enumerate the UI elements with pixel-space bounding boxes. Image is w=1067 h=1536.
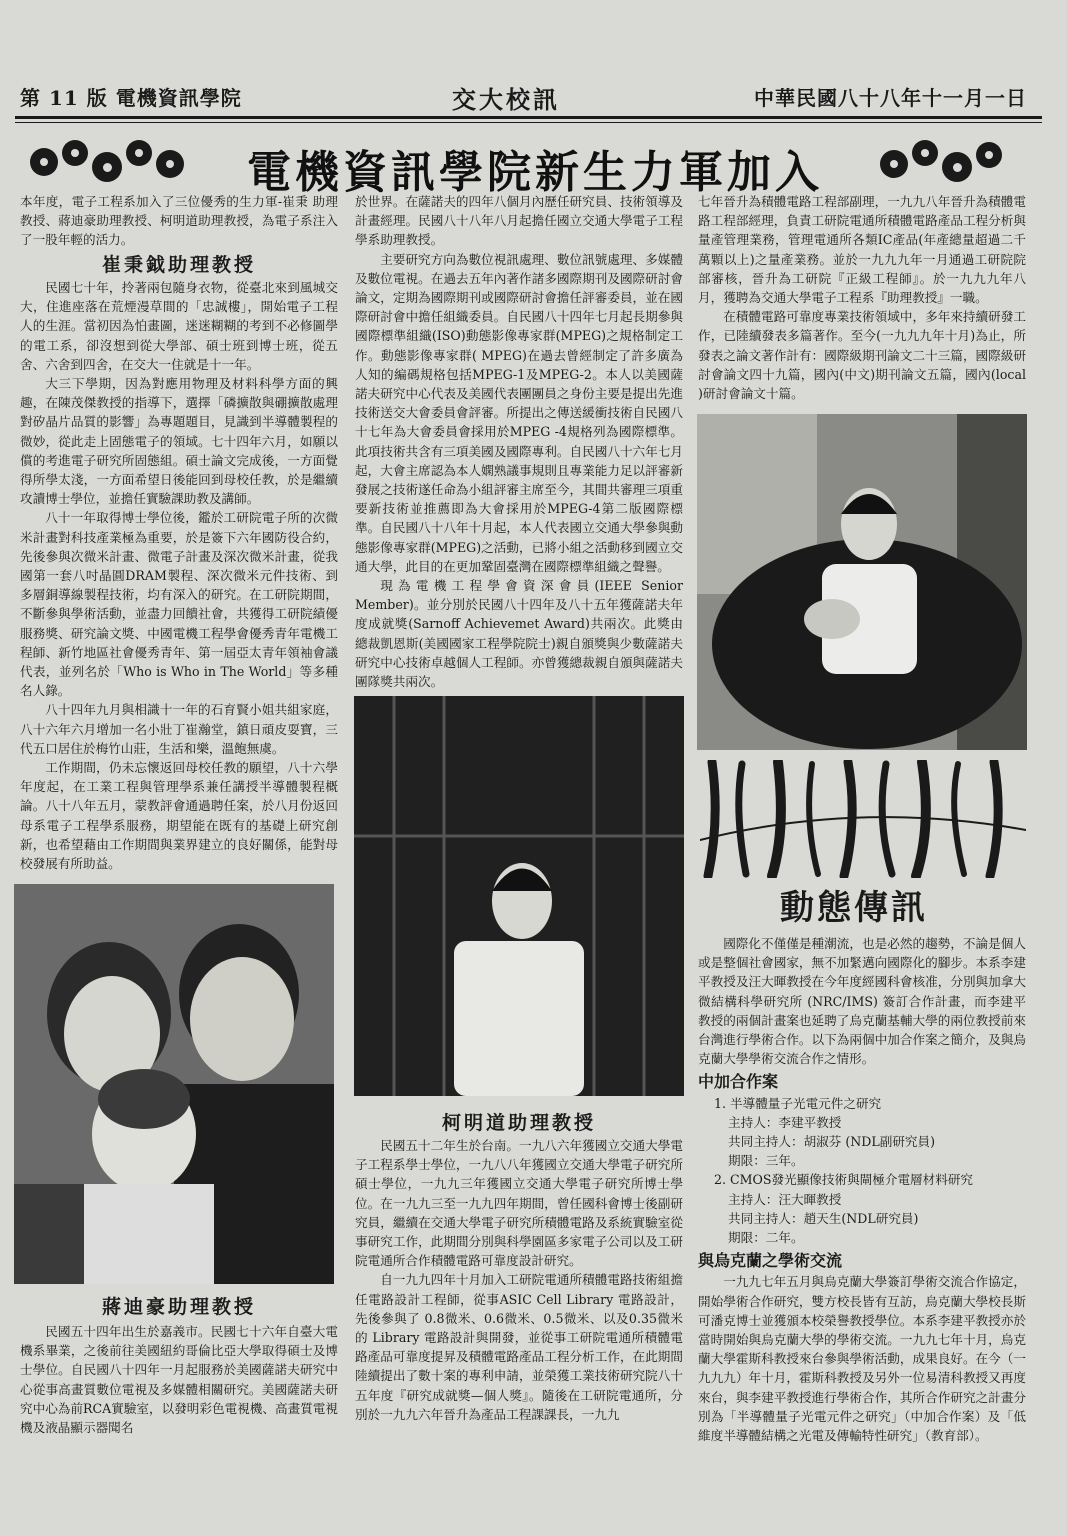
ker-photo <box>354 696 684 1096</box>
header-rule-thin <box>15 122 1042 123</box>
section-label: 第 11 版 電機資訊學院 <box>20 86 242 110</box>
ker-article-mid: 民國五十二年生於台南。一九八六年獲國立交通大學電子工程系學士學位，一九八八年獲國立交通大學電子研究所碩士學位，一九九三年獲國立交通大學電子研究所博士學位。在一九九三至一九九四年期間，曾任國科會博士後副研究員，繼續在交通大學電子研究所積體電路及系統實驗室從事研究工作，此期間分別與科學園區多家電子公司以及工研院電通所合作積體電路可靠度設計研究。 自一九九四年十月加入工研院電通所積體電路技術組擔任電路設計工程師，從事ASIC Cell Library 電路設計，先後參與了 0.8微米、0.6微米、0.5微米、以及0.35微米的 Library 電路設計與開發，並從事工研院電通所積體電路產品可靠度提昇及積體電路產品工程分析工作，在此期間陸續提出了數十案的專利申請，並榮獲工業技術研究院八十五年度『研究成就獎—個人獎』。隨後在工研院電通所，分別於一九九六年晉升為產品工程課課長，一九九 <box>355 1138 683 1422</box>
ukraine-title: 與烏克蘭之學術交流 <box>698 1251 843 1271</box>
tsui-article <box>20 278 338 873</box>
ker-article-right: 七年晉升為積體電路工程部副理，一九九八年晉升為積體電路工程部經理，負責工研院電通所積體電路產品工程分析與量產管理業務，管理電通所各類IC產品(年產總量超過二千萬顆以上)之量產業務。並於一九九九年一月通過工研院院部審核，晉升為工研院『正級工程師』。於一九九九年八月，獲聘為交通大學電子工程系『助理教授』一職。 在積體電路可靠度專業技術領域中，多年來持續研發工作，已陸續發表多篇著作。至今(一九九九年十月)為止，所發表之論文著作計有：國際級期刊論文二十三篇，國際級研討會論文四十九篇，國內(中文)期刊論文五篇，國內(local )研討會論文十篇。 <box>698 194 1026 402</box>
paper-name: 交大校訊 <box>452 85 560 114</box>
tsui-paragraph: 八十一年取得博士學位後，鑑於工研院電子所的次微米計畫對科技產業極為重要，於是簽下六年國防役合約，先後參與次微米計畫、微電子計畫及深次微米計畫，從我國第一套八吋晶圓DRAM製程、深次微米元件技術、到多層銅導線製程技術，均有深入的研究。在工研院期間，不斷參與學術活動，並盡力回饋社會，共獲得工研院績優服務獎、研究論文獎、中國電機工程學會優秀青年電機工程師、新竹地區社會優秀青年、第一屆亞太青年領袖會議代表，並列名於「Who is Who in The World」等多種名人錄。 <box>20 510 338 699</box>
decorative-bamboo-art <box>700 760 1026 878</box>
project-name: 2. CMOS發光顯像技術與閘極介電層材料研究 <box>714 1172 974 1188</box>
project-pi: 主持人：李建平教授 <box>728 1114 842 1130</box>
project-pi: 主持人：汪大暉教授 <box>728 1191 842 1207</box>
tsui-title: 崔秉鉞助理教授 <box>101 254 256 276</box>
tsui-paragraph: 大三下學期，因為對應用物理及材料科學方面的興趣，在陳茂傑教授的指導下，選擇「磷擴散與硼擴散處理對矽晶片品質的影響」為專題題目，見識到半導體製程的微妙，從此走上固態電子的領域。七十四年六月，如願以償的考進電子研究所固態組。碩士論文完成後，一方面覺得所學太淺，一方面希望日後能回到母校任教，於是繼續攻讀博士學位，並擔任實驗課助教及講師。 <box>20 376 338 507</box>
chiang-title: 蔣迪豪助理教授 <box>101 1296 256 1318</box>
tsui-paragraph: 工作期間，仍未忘懷返回母校任教的願望，八十六學年度起，在工業工程與管理學系兼任講授半導體製程概論。八十八年五月，蒙教評會通過聘任案，於八月份返回母系電子工程學系服務，期望能在既有的基礎上研究創新，也希望藉由工作期間與業界建立的良好關係，能對母校發展有所助益。 <box>20 760 338 872</box>
header-rule <box>15 116 1042 119</box>
news-title: 動態傳訊 <box>780 888 928 928</box>
project-co: 共同主持人：趙天生(NDL研究員) <box>728 1210 919 1226</box>
tsui-family-photo <box>14 884 334 1284</box>
intro-text: 本年度，電子工程系加入了三位優秀的生力軍-崔秉 助理教授、蔣迪豪助理教授、柯明道助理教授，為電子系注入了一股年輕的活力。 <box>20 194 338 248</box>
issue-date: 中華民國八十八年十一月一日 <box>754 86 1027 110</box>
project-name: 1. 半導體量子光電元件之研究 <box>714 1095 882 1111</box>
tsui-paragraph: 八十四年九月與相識十一年的石育賢小姐共組家庭，八十六年六月增加一名小壯丁崔瀚堂，鎮日頑皮耍寶，三代五口居住於梅竹山莊，生活和樂，溫飽無虞。 <box>20 702 338 756</box>
chiang-photo <box>697 414 1027 750</box>
project-period: 期限：二年。 <box>728 1230 804 1246</box>
tsui-paragraph: 民國七十年，拎著兩包隨身衣物，從臺北來到風城交大，住進座落在荒煙漫草間的「忠誠樓」，開始電子工程人的生涯。當初因為怕畫圖，迷迷糊糊的考到不必修圖學的電工系，卻沒想到從大學部、碩士班到博士班，從五舍、六舍到四舍，在交大一住就是十一年。 <box>20 280 338 372</box>
coop-title: 中加合作案 <box>698 1072 779 1092</box>
chiang-article-left: 民國五十四年出生於嘉義市。民國七十六年自臺大電機系畢業，之後前往美國紐約哥倫比亞大學取得碩士及博士學位。自民國八十四年一月起服務於美國薩諾夫研究中心從事高畫質數位電視及多媒體相關研究。美國薩諾夫研究中心為前RCA實驗室，以發明彩色電視機、高畫質電視機及液晶顯示器聞名 <box>20 1324 338 1436</box>
news-article: 國際化不僅僅是種潮流，也是必然的趨勢，不論是個人或是整個社會國家，無不加緊邁向國際化的腳步。本系李建平教授及汪大暉教授在今年度經國科會核准，分別與加拿大微結構科學研究所 (NRC/IMS) 簽訂合作計畫，而李建平教授的兩個計畫案也延聘了烏克蘭基輔大學的兩位教授前來台灣進行學術合作。以下為兩個中加合作案之簡介，及與烏克蘭大學學術交流合作之情形。 中加合作案 1. 半導體量子光電元件之研究 主持人：李建平教授 共同主持人：胡淑芬 (NDL副研究員) 期限：三年。 2. CMOS發光顯像技術與閘極介電層材料研究 主持人：汪大暉教授 共同主持人：趙天生(NDL研究員) 期限：二年。 與烏克蘭之學術交流 一九九七年五月與烏克蘭大學簽訂學術交流合作協定，開始學術合作研究，雙方校長皆有互訪，烏克蘭大學校長斯可潘克博士並獲頒本校榮譽教授學位。本系李建平教授亦於當時開始與烏克蘭大學的學術交流。一九九七年十月，烏克蘭大學霍斯科教授來台參與學術活動，成果良好。在今（一九九九）年十月，霍斯科教授及另外一位易清科教授又再度來台，與李建平教授進行學術合作，其所合作研究之計畫分別為「半導體量子光電元件之研究」（中加合作案）及「低維度半導體結構之光電及傳輸特性研究」（教育部）。 <box>698 936 1026 1444</box>
chiang-article-mid: 於世界。在薩諾夫的四年八個月內歷任研究員、技術領導及計畫經理。民國八十八年八月起擔任國立交通大學電子工程學系助理教授。 主要研究方向為數位視訊處理、數位訊號處理、多媒體及數位電視。在過去五年內著作諸多國際期刊及國際研討會論文，定期為國際期刊或國際研討會擔任評審委員，並在國際研討會中擔任組織委員。自民國八十四年七月起長期參與國際標準組織(ISO)動態影像專家群(MPEG)之規格制定工作。動態影像專家群( MPEG)在過去曾經制定了許多廣為人知的編碼規格包括MPEG-1及MPEG-2。本人以美國薩諾夫研究中心代表及美國代表團團員之身份主要是提出先進技術送交大會委員會評審。所提出之傳送緩衝技術自民國八十七年為大會委員會採用於MPEG -4規格列為國際標準。此項技術共含有三項美國及國際專利。自民國八十六年七月起，大會主席認為本人嫻熟議事規則且專業能力足以評審新發展之技術遂任命為小組評審主席至今，其間共審理三項重要新技術並推薦即為大會採用於MPEG-4第二版國際標準。自民國八十八年十月起，本人代表國立交通大學參與動態影像專家群(MPEG)之活動，已將小組之活動移到國立交通大學，此目的在更加鞏固臺灣在國際標準組織之聲譽。 現為電機工程學會資深會員(IEEE Senior Member)。並分別於民國八十四年及八十五年獲薩諾夫年度成就獎(Sarnoff Achievemet Award)共兩次。此獎由總裁凱恩斯(美國國家工程學院院士)親自頒獎與少數薩諾夫研究中心技術卓越個人工程師。亦曾獲總裁親自頒與薩諾夫團隊獎共兩次。 <box>355 194 683 690</box>
project-co: 共同主持人：胡淑芬 (NDL副研究員) <box>728 1134 936 1150</box>
headline: 電機資訊學院新生力軍加入 <box>247 147 823 198</box>
project-period: 期限：三年。 <box>728 1153 804 1169</box>
ker-title: 柯明道助理教授 <box>441 1112 596 1134</box>
